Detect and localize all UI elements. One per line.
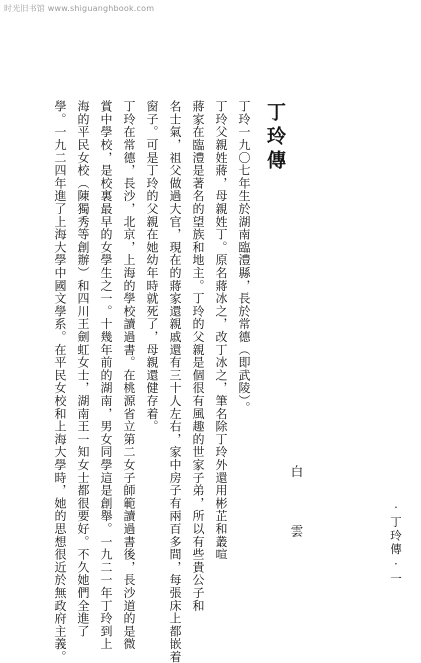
- body-column: 窗子。可是丁玲的父親在她幼年時就死了，母親還健存着。: [145, 100, 159, 433]
- body-column: 丁玲在常德，長沙，北京，上海的學校讀過書。在桃源省立第二女子師範讀過書後，長沙道的是微: [122, 100, 136, 651]
- page-title: 丁玲傳: [264, 102, 286, 174]
- page-footer: ·丁玲傳·一: [389, 500, 403, 586]
- body-column: 丁玲一九〇七年生於湖南臨澧縣，長於常德（即武陵）。: [237, 100, 251, 414]
- author-name: 白 雲: [289, 465, 304, 553]
- watermark-text: 时光旧书馆 www.shiguanghbook.com: [4, 4, 155, 13]
- body-column: 賞中學校，是校裏最早的女學生之一。十幾年前的湖南，男女同學這是創舉。一九二一年丁玲到上: [99, 100, 113, 651]
- body-column: 海的平民女校（陳獨秀等創辦）和四川王劍虹女士，湖南王一知女士都很要好。不久她們全進了: [76, 100, 90, 638]
- body-text: [40, 100, 251, 663]
- body-column: 學。一九二四年進了上海大學中國文學系。在平民女校和上海大學時，她的思想很近於無政府主義。: [53, 100, 67, 663]
- body-column: 蔣家在臨澧是著名的望族和地主。丁玲的父親是個很有風趣的世家子弟，所以有些貴公子和: [191, 100, 205, 612]
- body-column: 丁玲父親姓蔣，母親姓丁。原名蔣冰之，改丁冰之，筆名除丁玲外還用彬芷和叢喧: [214, 100, 228, 561]
- body-column: 名士氣，祖父做過大官，現在的蔣家還親戚還有三十人左右，家中房子有兩百多間，每張床上都嵌着: [168, 100, 182, 663]
